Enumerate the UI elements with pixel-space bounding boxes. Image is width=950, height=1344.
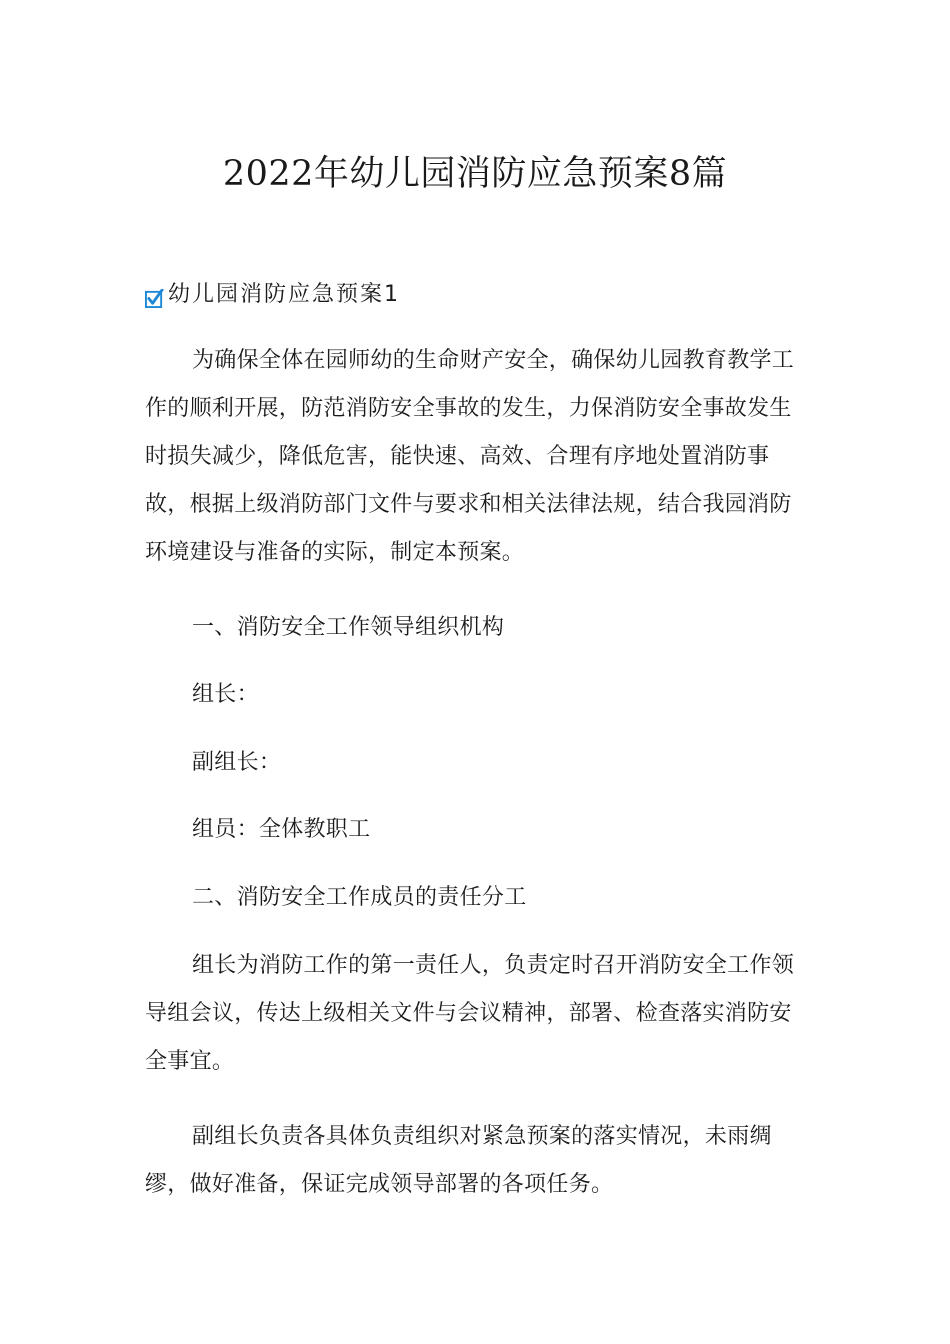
checkbox-checked-icon — [145, 289, 164, 308]
document-title: 2022年幼儿园消防应急预案8篇 — [222, 154, 728, 194]
heading-one: 一、消防安全工作领导组织机构 — [192, 615, 505, 640]
heading-two: 二、消防安全工作成员的责任分工 — [192, 885, 527, 910]
section-heading-text: 幼儿园消防应急预案1 — [168, 281, 400, 307]
deputy-leader-line: 副组长： — [192, 750, 282, 775]
paragraph-leader-duty: 组长为消防工作的第一责任人，负责定时召开消防安全工作领导组会议，传达上级相关文件与会议精神，部署、检查落实消防安全事宜。 — [145, 953, 795, 1074]
paragraph-deputy-duty: 副组长负责各具体负责组织对紧急预案的落实情况，未雨绸缪，做好准备，保证完成领导部署的各项任务。 — [145, 1124, 772, 1197]
members-line: 组员：全体教职工 — [192, 817, 371, 842]
section-heading — [145, 274, 400, 310]
leader-line: 组长： — [192, 682, 259, 707]
paragraph-intro: 为确保全体在园师幼的生命财产安全，确保幼儿园教育教学工作的顺利开展，防范消防安全事故的发生，力保消防安全事故发生时损失减少，降低危害，能快速、高效、合理有序地处置消防事故，根据上级消防部门文件与要求和相关法律法规，结合我园消防环境建设与准备的实际，制定本预案。 — [145, 348, 795, 565]
